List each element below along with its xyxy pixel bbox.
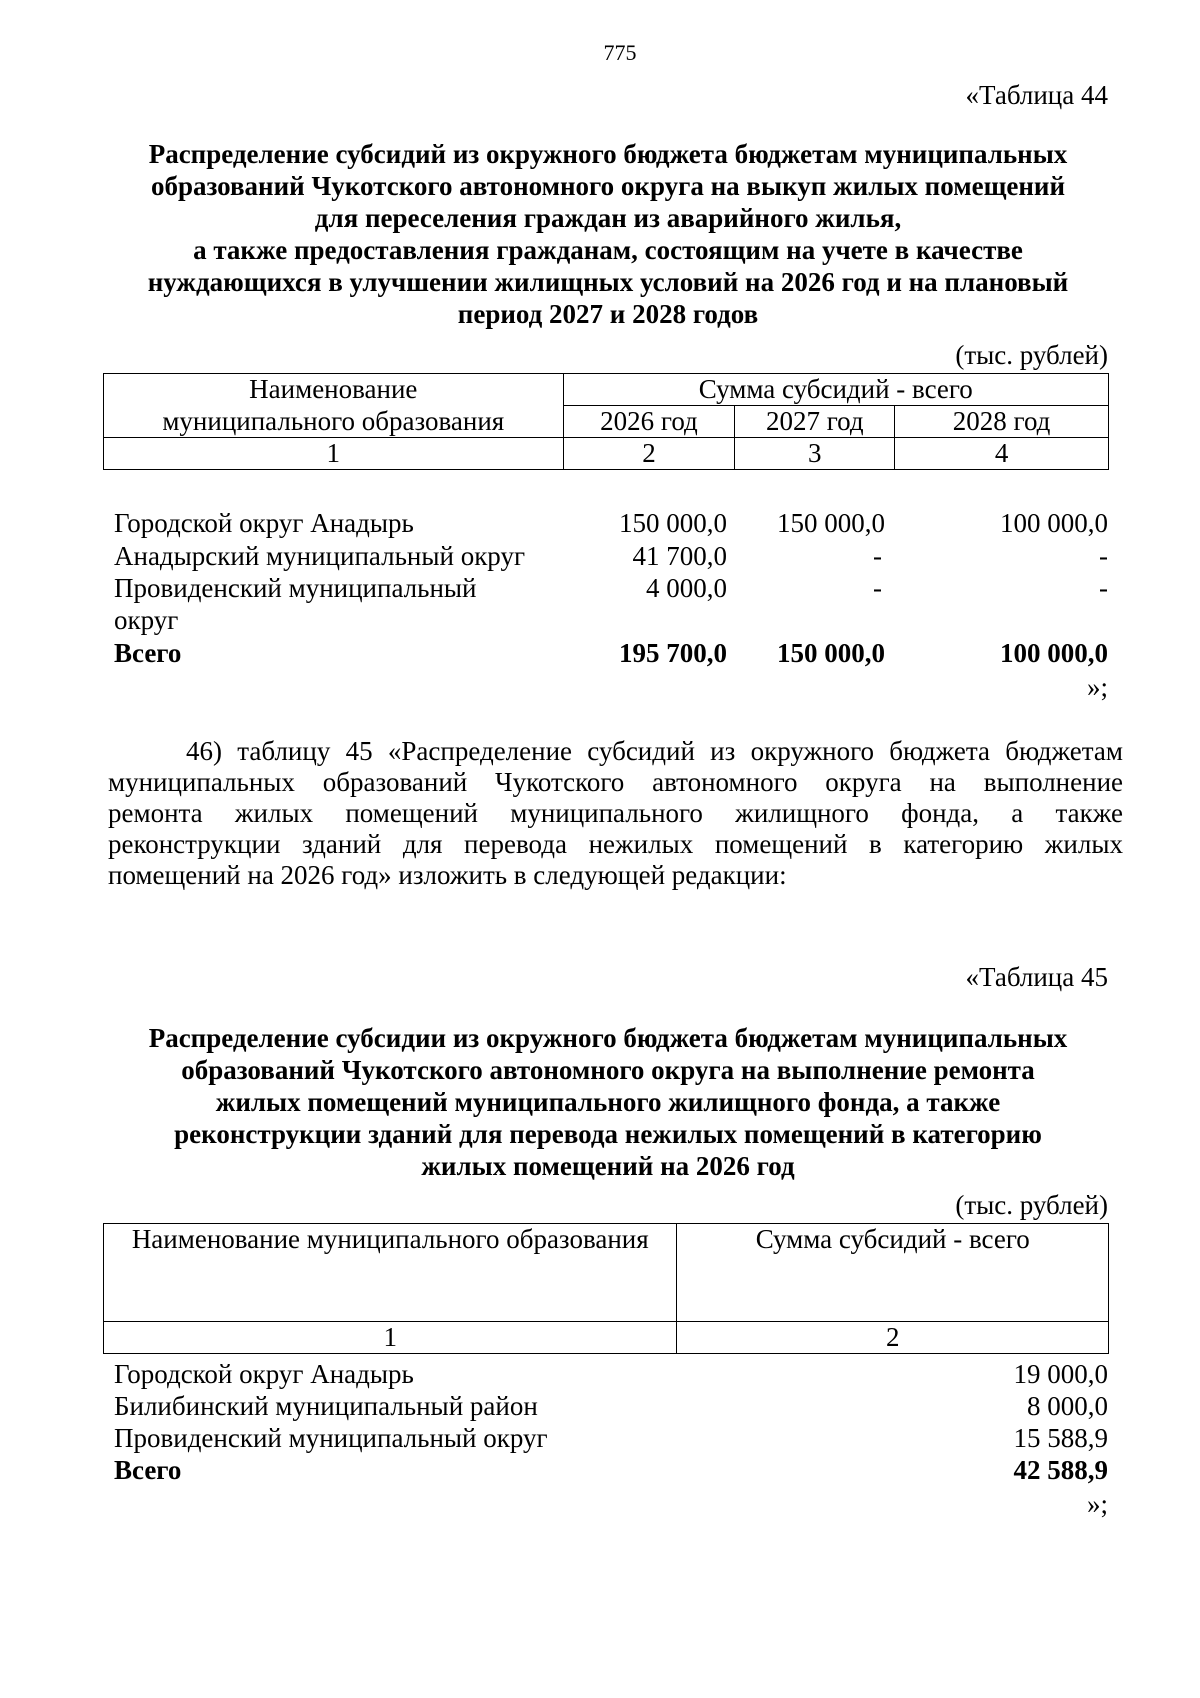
table-45-row <box>0 1423 1200 1454</box>
col-number: 2 <box>563 438 735 470</box>
table-44-title-line: период 2027 и 2028 годов <box>457 299 759 329</box>
table-45-title-line: жилых помещений на 2026 год <box>421 1151 795 1181</box>
total-value: 42 588,9 <box>1013 1455 1108 1485</box>
header-year-2027: 2027 год <box>735 406 895 438</box>
table-44-row <box>0 573 1200 637</box>
row-name: Провиденский муниципальный <box>114 573 477 603</box>
table-45-header <box>103 1223 1109 1354</box>
row-name: Городской округ Анадырь <box>114 1359 414 1389</box>
row-value-2028: - <box>1099 541 1108 571</box>
table-45-total-row <box>0 1455 1200 1486</box>
paragraph-line: 46) таблицу 45 «Распределение субсидий из окружного бюджета бюджетам <box>186 736 1123 766</box>
table-44-units: (тыс. рублей) <box>955 340 1108 370</box>
header-year-2026: 2026 год <box>563 406 735 438</box>
table-45-row <box>0 1391 1200 1422</box>
col-number: 4 <box>895 438 1109 470</box>
header-year-2028: 2028 год <box>895 406 1109 438</box>
header-name: Наименование муниципального образования <box>104 1224 677 1322</box>
header-name-line1: Наименование <box>104 374 564 406</box>
row-value-2027: - <box>873 573 882 603</box>
row-value: 15 588,9 <box>1013 1423 1108 1453</box>
total-label: Всего <box>114 638 182 668</box>
page-number: 775 <box>603 40 637 65</box>
table-45-title <box>108 1022 1108 1182</box>
paragraph-line: реконструкции зданий для перевода нежилых помещений в категорию жилых <box>108 829 1123 859</box>
total-value-2028: 100 000,0 <box>1000 638 1108 668</box>
paragraph-line: ремонта жилых помещений муниципального жилищного фонда, а также <box>108 798 1123 828</box>
table-45-title-line: реконструкции зданий для перевода нежилых помещений в категорию <box>174 1119 1042 1149</box>
header-name-line2: муниципального образования <box>104 406 564 438</box>
row-value: 19 000,0 <box>1013 1359 1108 1389</box>
col-number: 1 <box>104 438 564 470</box>
table-44-total-row <box>0 638 1200 669</box>
total-value-2027: 150 000,0 <box>777 638 885 668</box>
table-45-closing: »; <box>1086 1489 1108 1519</box>
row-name-continued: округ <box>114 605 179 635</box>
table-44-title-line: образований Чукотского автономного округа на выкуп жилых помещений <box>150 171 1066 201</box>
table-44-title <box>108 138 1108 330</box>
table-45-title-line: Распределение субсидии из окружного бюджета бюджетам муниципальных <box>148 1023 1068 1053</box>
col-number: 3 <box>735 438 895 470</box>
row-value-2027: 150 000,0 <box>777 508 885 538</box>
row-name: Городской округ Анадырь <box>114 508 414 538</box>
row-name: Билибинский муниципальный район <box>114 1391 538 1421</box>
col-number: 2 <box>677 1322 1109 1354</box>
table-44-title-line: а также предоставления гражданам, состоящим на учете в качестве <box>193 235 1023 265</box>
table-44-title-line: для переселения граждан из аварийного жилья, <box>314 203 902 233</box>
row-name: Анадырский муниципальный округ <box>114 541 526 571</box>
row-value-2028: 100 000,0 <box>1000 508 1108 538</box>
paragraph-line: помещений на 2026 год» изложить в следующей редакции: <box>108 860 787 890</box>
row-value-2026: 4 000,0 <box>646 573 727 603</box>
row-value-2028: - <box>1099 573 1108 603</box>
table-45-label: «Таблица 45 <box>965 962 1108 992</box>
table-44-header <box>103 373 1109 470</box>
paragraph-line: муниципальных образований Чукотского автономного округа на выполнение <box>108 767 1123 797</box>
table-45-units: (тыс. рублей) <box>955 1190 1108 1220</box>
table-45-title-line: образований Чукотского автономного округа на выполнение ремонта <box>181 1055 1035 1085</box>
table-44-closing: »; <box>1086 672 1108 702</box>
header-sum-total: Сумма субсидий - всего <box>677 1224 1109 1322</box>
amendment-paragraph <box>108 736 1123 891</box>
table-44-title-line: Распределение субсидий из окружного бюджета бюджетам муниципальных <box>148 139 1068 169</box>
table-44-title-line: нуждающихся в улучшении жилищных условий на 2026 год и на плановый <box>147 267 1069 297</box>
row-value-2026: 150 000,0 <box>619 508 727 538</box>
col-number: 1 <box>104 1322 677 1354</box>
total-label: Всего <box>114 1455 182 1485</box>
row-value: 8 000,0 <box>1027 1391 1108 1421</box>
row-value-2027: - <box>873 541 882 571</box>
table-44-label: «Таблица 44 <box>965 80 1108 110</box>
total-value-2026: 195 700,0 <box>619 638 727 668</box>
header-sum-total: Сумма субсидий - всего <box>563 374 1108 406</box>
row-value-2026: 41 700,0 <box>632 541 727 571</box>
table-44-row <box>0 508 1200 539</box>
table-45-row <box>0 1359 1200 1390</box>
table-45-title-line: жилых помещений муниципального жилищного фонда, а также <box>215 1087 1001 1117</box>
table-44-row <box>0 541 1200 572</box>
row-name: Провиденский муниципальный округ <box>114 1423 548 1453</box>
